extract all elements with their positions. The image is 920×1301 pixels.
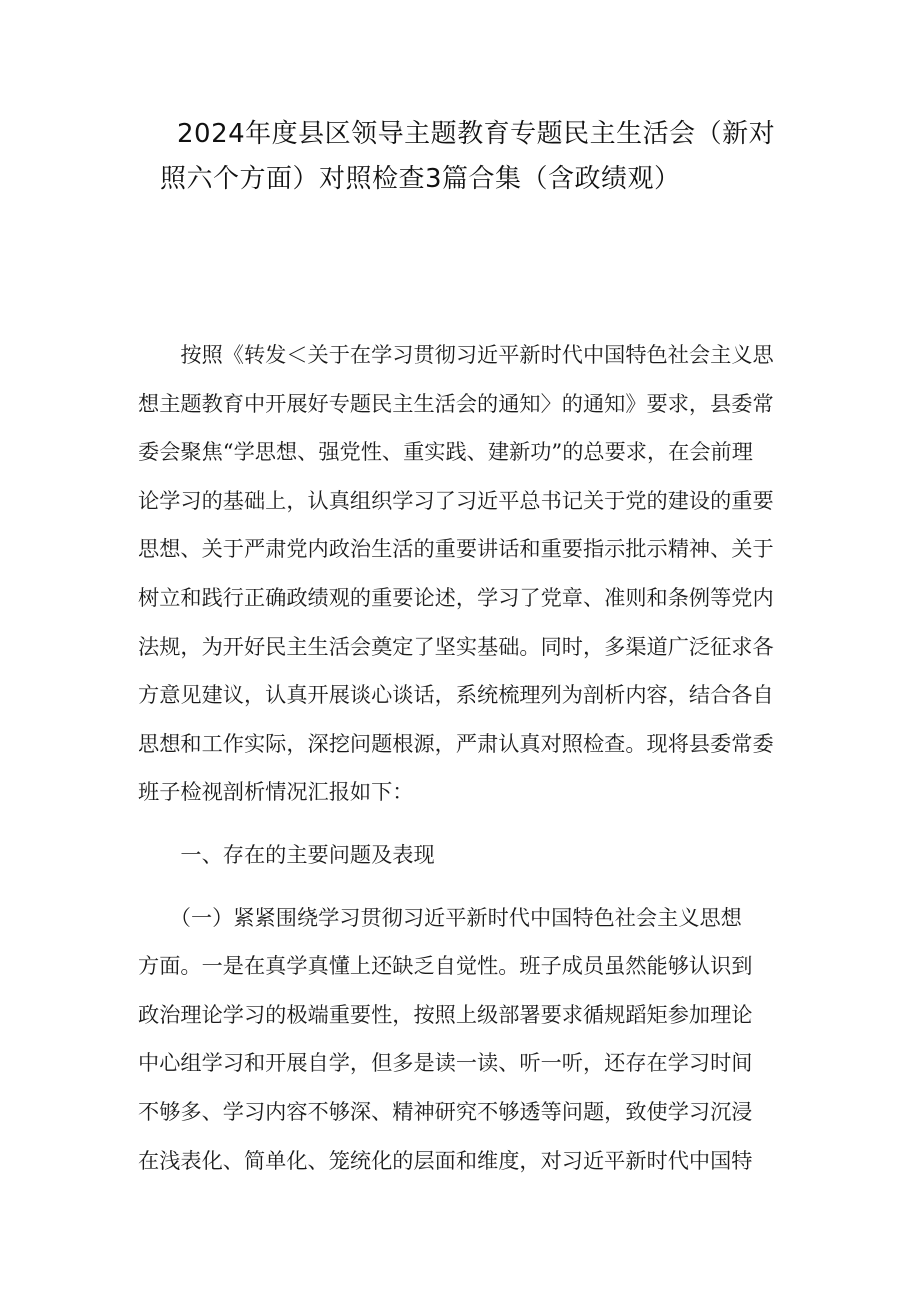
- paragraph-line: 思想和工作实际，深挖问题根源，严肃认真对照检查。现将县委常委: [138, 730, 774, 756]
- paragraph-line: 委会聚焦“学思想、强党性、重实践、建新功”的总要求，在会前理: [138, 439, 753, 465]
- paragraph-line: 方面。一是在真学真懂上还缺乏自觉性。班子成员虽然能够认识到: [138, 953, 753, 979]
- paragraph-line: 思想、关于严肃党内政治生活的重要讲话和重要指示批示精神、关于: [138, 536, 774, 562]
- paragraph-line: 在浅表化、简单化、笼统化的层面和维度，对习近平新时代中国特: [138, 1147, 753, 1173]
- paragraph-line: 按照《转发＜关于在学习贯彻习近平新时代中国特色社会主义思: [138, 342, 774, 367]
- document-title: [160, 112, 800, 202]
- title-line-1: 2024年度县区领导主题教育专题民主生活会（新对: [177, 119, 776, 149]
- paragraph-line: 班子检视剖析情况汇报如下：: [138, 779, 414, 805]
- title-line-2: 照六个方面）对照检查3篇合集（含政绩观）: [160, 164, 681, 194]
- spacer: [138, 880, 788, 894]
- document-body: [138, 331, 788, 1185]
- paragraph-line: （一）紧紧围绕学习贯彻习近平新时代中国特色社会主义思想: [138, 904, 742, 930]
- paragraph-line: 不够多、学习内容不够深、精神研究不够透等问题，致使学习沉浸: [138, 1098, 753, 1124]
- intro-paragraph: [138, 331, 788, 817]
- paragraph-line: 方意见建议，认真开展谈心谈话，系统梳理列为剖析内容，结合各自: [138, 682, 774, 708]
- spacer: [138, 817, 788, 831]
- paragraph-line: 论学习的基础上，认真组织学习了习近平总书记关于党的建设的重要: [138, 487, 774, 513]
- paragraph-line: 想主题教育中开展好专题民主生活会的通知〉的通知》要求，县委常: [138, 390, 774, 416]
- paragraph-line: 法规，为开好民主生活会奠定了坚实基础。同时，多渠道广泛征求各: [138, 633, 774, 659]
- paragraph-line: 树立和践行正确政绩观的重要论述，学习了党章、准则和条例等党内: [138, 584, 774, 610]
- section-heading: 一、存在的主要问题及表现: [138, 841, 435, 867]
- paragraph-line: 中心组学习和开展自学，但多是读一读、听一听，还存在学习时间: [138, 1050, 753, 1076]
- paragraph-line: 政治理论学习的极端重要性，按照上级部署要求循规蹈矩参加理论: [138, 1001, 753, 1027]
- section-paragraph: [138, 894, 788, 1186]
